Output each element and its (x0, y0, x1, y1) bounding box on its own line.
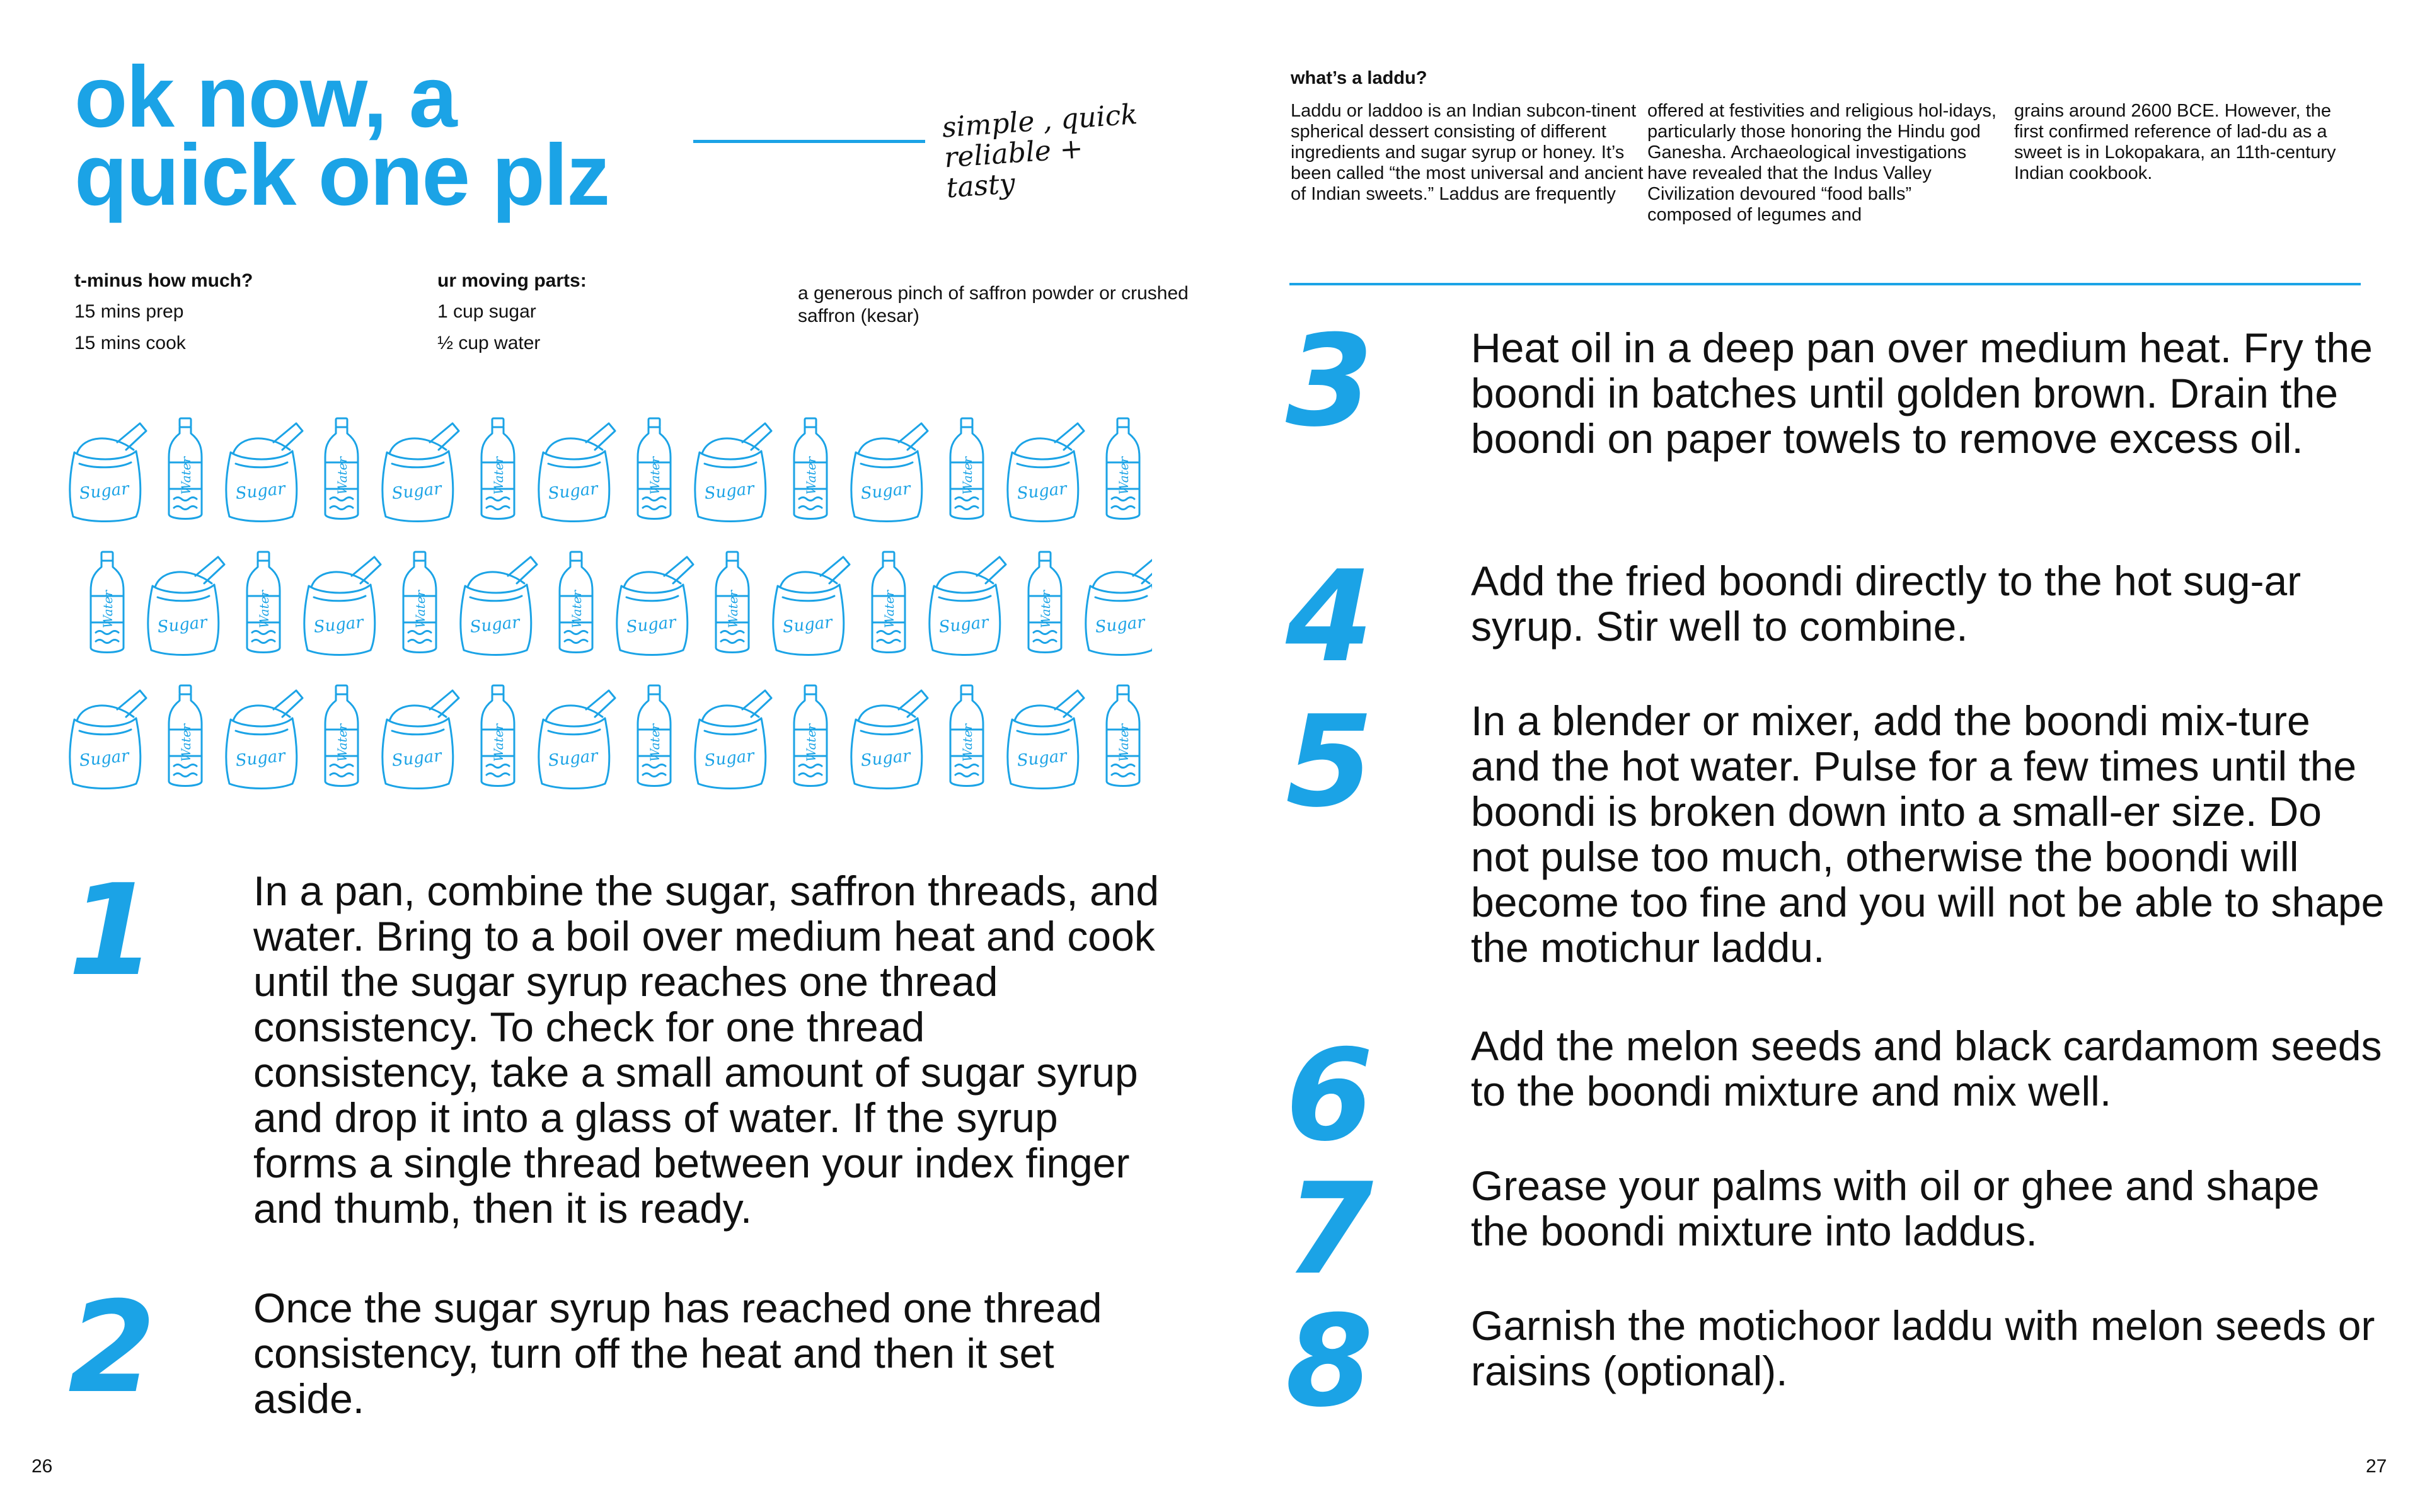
sugar-label: Sugar (391, 479, 443, 504)
step-text: Grease your palms with oil or ghee and shape the boondi mixture into laddus. (1471, 1162, 2320, 1254)
sugar-label: Sugar (78, 479, 130, 504)
water-bottle-icon (638, 685, 671, 786)
water-label: Water (647, 456, 662, 495)
water-bottle-icon (1107, 418, 1139, 519)
sidebar-divider (1289, 283, 2361, 285)
water-label: Water (335, 723, 350, 762)
water-label: Water (178, 723, 193, 762)
sidebar-heading: what’s a laddu? (1291, 68, 1427, 88)
water-bottle-icon (169, 685, 202, 786)
ingredients-section (437, 270, 790, 359)
water-bottle-icon (560, 552, 592, 653)
water-bottle-icon (716, 552, 749, 653)
water-bottle-icon (794, 685, 827, 786)
step-number: 4 (1286, 544, 1370, 690)
water-bottle-icon (247, 552, 280, 653)
sugar-bag-icon (773, 557, 850, 655)
sidebar-column-3: grains around 2600 BCE. However, the first confirmed reference of lad-du as a sweet is in Lokopakara, an 11th-century Indian cookbook. (2014, 101, 2336, 183)
water-bottle-icon (950, 685, 983, 786)
water-label: Water (1038, 590, 1053, 629)
sugar-label: Sugar (547, 746, 599, 771)
ingredient-item: 1 cup sugar (437, 301, 536, 322)
sugar-label: Sugar (78, 746, 130, 771)
prep-time: 15 mins prep (74, 301, 184, 322)
sugar-bag-icon (70, 423, 146, 522)
water-label: Water (647, 723, 662, 762)
water-label: Water (804, 456, 819, 495)
saffron-note: a generous pinch of saffron powder or crushed saffron (kesar) (798, 283, 1189, 326)
sugar-bag-icon (539, 690, 615, 789)
sugar-label: Sugar (1016, 746, 1068, 771)
sugar-bag-icon (304, 557, 381, 655)
time-section (74, 270, 427, 359)
page-title (74, 49, 717, 224)
time-heading: t-minus how much? (74, 270, 253, 291)
water-label: Water (413, 590, 428, 629)
water-label: Water (491, 456, 506, 495)
water-bottle-icon (481, 685, 514, 786)
page-number-right: 27 (2366, 1456, 2387, 1477)
step-text: In a blender or mixer, add the boondi mix-ture and the hot water. Pulse for a few times until the boondi is broken down into a small-er size. Do not pulse too much, otherwise the boondi will become too fine and you will not be able to shape the motichur laddu. (1471, 697, 2385, 971)
sugar-label: Sugar (156, 612, 209, 638)
step-number: 8 (1286, 1288, 1370, 1435)
page-number-left: 26 (32, 1456, 53, 1477)
sidebar-column-1: Laddu or laddoo is an Indian subcon-tinent spherical dessert consisting of different ingredients and sugar syrup or honey. It’s been called “the most universal and ancient of Indian sweets.” Laddus are frequently (1291, 101, 1644, 204)
water-bottle-icon (638, 418, 671, 519)
water-bottle-icon (794, 418, 827, 519)
water-bottle-icon (91, 552, 124, 653)
sugar-bag-icon (383, 690, 459, 789)
handwritten-note (941, 99, 1155, 204)
water-label: Water (256, 590, 272, 629)
step-number: 7 (1286, 1156, 1370, 1303)
step-text: Add the fried boondi directly to the hot sug-ar syrup. Stir well to combine. (1471, 558, 2302, 650)
sugar-label: Sugar (547, 479, 599, 504)
sugar-bag-icon (695, 423, 771, 522)
sidebar-column-2: offered at festivities and religious hol-idays, particularly those honoring the Hindu god Ganesha. Archaeological investigations have revealed that the Indus Valley Civilization devoured “food balls” composed of legumes and (1647, 101, 1997, 225)
sugar-bag-icon (695, 690, 771, 789)
water-bottle-icon (1028, 552, 1061, 653)
water-label: Water (882, 590, 897, 629)
water-bottle-icon (325, 418, 358, 519)
title-line-2: quick one plz (74, 127, 609, 224)
title-line-1: ok now, a (74, 49, 456, 146)
water-label: Water (960, 723, 975, 762)
step-number: 2 (68, 1274, 153, 1421)
sugar-bag-icon (70, 690, 146, 789)
step-number: 3 (1286, 308, 1370, 455)
sugar-bag-icon (383, 423, 459, 522)
water-bottle-icon (950, 418, 983, 519)
water-label: Water (178, 456, 193, 495)
sugar-label: Sugar (860, 479, 912, 504)
sugar-water-illustration (68, 416, 1152, 813)
sugar-label: Sugar (391, 746, 443, 771)
step-text: Heat oil in a deep pan over medium heat. Fry the boondi in batches until golden brown. Drain the boondi on paper towels to remove excess oil. (1471, 324, 2373, 462)
sugar-bag-icon (226, 423, 302, 522)
handwritten-note-line-2: reliable + tasty (943, 132, 1085, 205)
handwritten-note-line-1: simple , quick (941, 98, 1139, 144)
water-label: Water (725, 590, 740, 629)
water-label: Water (1116, 723, 1131, 762)
sugar-label: Sugar (234, 746, 287, 771)
sugar-label: Sugar (313, 612, 365, 638)
sugar-label: Sugar (469, 612, 521, 638)
sugar-label: Sugar (860, 746, 912, 771)
step-text: Garnish the motichoor laddu with melon seeds or raisins (optional). (1471, 1302, 2375, 1394)
sugar-label: Sugar (234, 479, 287, 504)
sugar-label: Sugar (625, 612, 677, 638)
sugar-label: Sugar (703, 746, 756, 771)
step-number: 6 (1286, 1022, 1370, 1169)
sugar-label: Sugar (938, 612, 990, 638)
sugar-bag-icon (1008, 690, 1084, 789)
cook-time: 15 mins cook (74, 333, 186, 353)
sugar-label: Sugar (1094, 612, 1146, 638)
water-label: Water (335, 456, 350, 495)
sugar-bag-icon (148, 557, 224, 655)
sugar-label: Sugar (1016, 479, 1068, 504)
sugar-bag-icon (1008, 423, 1084, 522)
sugar-bag-icon (1086, 557, 1152, 655)
sugar-bag-icon (930, 557, 1006, 655)
sugar-bag-icon (851, 423, 928, 522)
sugar-bag-icon (851, 690, 928, 789)
water-bottle-icon (325, 685, 358, 786)
ingredients-heading: ur moving parts: (437, 270, 587, 291)
step-text: Add the melon seeds and black cardamom seeds to the boondi mixture and mix well. (1471, 1022, 2382, 1114)
title-divider (693, 140, 925, 143)
sugar-bag-icon (539, 423, 615, 522)
water-bottle-icon (403, 552, 436, 653)
water-label: Water (569, 590, 584, 629)
step-text: Once the sugar syrup has reached one thread consistency, turn off the heat and then it set aside. (253, 1285, 1102, 1422)
step-text: In a pan, combine the sugar, saffron threads, and water. Bring to a boil over medium heat and cook until the sugar syrup reaches one thread consistency. To check for one thread consistency, take a small amount of sugar syrup and drop it into a glass of water. If the syrup forms a single thread between your index finger and thumb, then it is ready. (253, 868, 1160, 1232)
sugar-bag-icon (461, 557, 537, 655)
sugar-bag-icon (617, 557, 693, 655)
ingredient-item: ½ cup water (437, 333, 541, 353)
water-label: Water (491, 723, 506, 762)
water-label: Water (100, 590, 115, 629)
water-bottle-icon (872, 552, 905, 653)
step-number: 5 (1286, 689, 1370, 835)
water-bottle-icon (169, 418, 202, 519)
step-number: 1 (68, 857, 153, 1004)
water-bottle-icon (1107, 685, 1139, 786)
water-label: Water (1116, 456, 1131, 495)
sugar-bag-icon (226, 690, 302, 789)
sugar-label: Sugar (703, 479, 756, 504)
water-label: Water (960, 456, 975, 495)
water-label: Water (804, 723, 819, 762)
water-bottle-icon (481, 418, 514, 519)
sugar-label: Sugar (781, 612, 834, 638)
